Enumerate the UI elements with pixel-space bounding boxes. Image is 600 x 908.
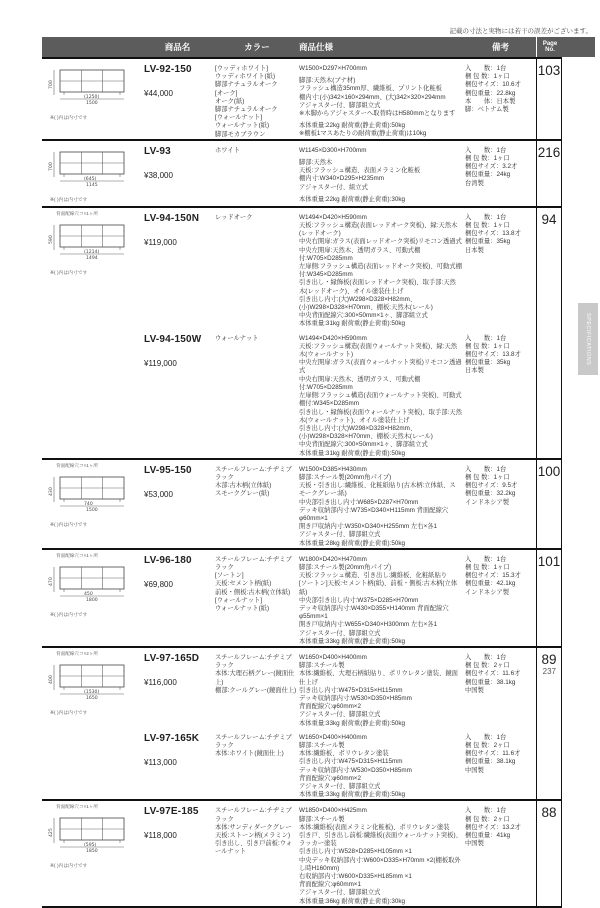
product-price: ¥53,000 [144,489,173,499]
product-price: ¥113,000 [144,757,177,767]
diagram-cell [42,728,140,800]
product-diagram [42,144,136,190]
product-price: ¥116,000 [144,677,177,687]
diagram-top-note: 背面配線穴コ×1ヶ所 [56,804,98,810]
header-color: カラー [244,42,270,52]
product-name: LV-96-180 [144,554,192,566]
svg-text:1800: 1800 [86,597,98,603]
diagram-note: ※( )内は内寸です [50,270,88,276]
table-row [42,550,536,646]
diagram-cell [42,648,140,728]
color-cell: スチールフレーム:チヂミブラック 本体:大理石柄グレー(鏡面仕上) 棚部:クールグレー(鏡面仕上) [215,653,297,694]
product-name: LV-94-150W [144,333,202,345]
color-cell: [ウッディホワイト] ウッディホワイト(紙) 脚部ナチュラルオーク [オーク] オーク(紙) 脚部ナチュラルオーク [ウォールナット] ウォールナット(紙) 脚部モカブラウン [215,65,278,138]
product-name-cell [140,208,215,329]
diagram-note: ※( )内は内寸です [50,197,88,203]
svg-text:400: 400 [49,675,54,684]
table-row [42,59,536,139]
svg-text:470: 470 [49,576,54,586]
diagram-cell [42,208,140,329]
svg-text:700: 700 [49,162,54,171]
diagram-cell [42,550,140,646]
svg-text:430: 430 [49,486,54,496]
spec-cell: W1500×D385×H430mm 脚部:スチール製(20mm角パイプ) 天板・引き出し:繊維板、化粧紙貼り(古木柄:立体紙、スモークグレー:紙) 中央部引き出し内寸:W685×D287×H70mm デッキ収納部内寸:W735×D340×H115mm 背面配線穴φ60mm×1 開き戸収納内寸:W350×D340×H255mm 左右×各1 アジャスター付、脚部組立式 本体重量:28kg 耐荷重(静止荷重):50kg [299,465,456,547]
product-name: LV-97-165D [144,652,200,664]
product-name: LV-95-150 [144,464,192,476]
side-tab-specifications: SPECIFICATIONS [578,303,598,375]
color-cell: ホワイト [215,146,240,154]
product-name: LV-97E-185 [144,806,199,818]
product-group-94 [42,206,562,458]
page-no: 94 [536,208,562,458]
svg-text:450: 450 [84,591,93,597]
dimension-disclaimer: 記載の寸法と実物には若干の誤差がございます。 [449,28,592,35]
product-price: ¥118,000 [144,831,177,841]
svg-text:(1214): (1214) [84,249,100,255]
svg-text:1500: 1500 [86,507,98,513]
product-name: LV-97-165K [144,732,200,744]
remarks-cell: 入 数：1台 梱 包 数：2ヶ口 梱包サイズ：13.2才 梱包重量：41kg 中国製 [465,807,521,848]
spec-cell: W1145×D300×H700mm 脚部:天然木 天板:フラッシュ構造、表面メラミン化粧板 棚内寸:W340×D295×H235mm アジャスター付、組立式 本体重量:22kg 耐荷重(静止荷重):30kg [299,146,421,203]
spec-cell: W1850×D400×H425mm 脚部:スチール製 本体:繊維板(表面メラミン化粧板)、ポリウレタン塗装 引き戸、引き出し前板:繊維板(表面ウォールナット突板)、ラッカー塗装 引き出し内寸:W528×D285×H105mm ×1 中央デッキ収納部内寸:W600×D335×H70mm ×2(棚板取外し時H160mm) 右収納部内寸:W600×D335×H185mm ×1 背面配線穴:φ60mm×1 アジャスター付、脚部組立式 本体重量:36kg 耐荷重(静止荷重):30kg [299,807,462,905]
product-diagram [42,810,136,856]
spec-cell: W1494×D420×H590mm 天板:フラッシュ構造(表面レッドオーク突板)、縁:天然木(レッドオーク) 中央右開扉:ガラス(表面レッドオーク突板)リモコン透過式 中央左開扉:天然木、透明ガラス、可動式棚付:W705×D285mm 左扉側:フラッシュ構造(表面レッドオーク突板)、可動式棚付:W345×D285mm 引き出し・縁飾板(表面レッドオーク突板)、取手部:天然木(レッドオーク)、オイル塗装仕上げ 引き出し内寸:(大)W298×D328×H82mm、(小)W298×D328×H70mm、棚板:天然木(レール) 中央背面配線穴:300×50mm×1ヶ、脚部組立式 本体重量:31kg 耐荷重(静止荷重):50kg [299,213,462,328]
remarks-cell: 入 数：1台 梱 包 数：1ヶ口 梱包サイズ：13.8才 梱包重量：35kg 日本製 [465,213,521,254]
product-name: LV-92-150 [144,64,192,75]
remarks-cell: 入 数：1台 梱 包 数：1ヶ口 梱包サイズ：15.3才 梱包重量：42.1kg インドネシア製 [465,555,521,596]
diagram-top-note: 背面配線穴コ×2ヶ所 [56,650,98,656]
product-price: ¥69,800 [144,579,173,589]
spec-cell: W1650×D400×H400mm 脚部:スチール製 本体:繊維板、ポリウレタン塗装 引き出し内寸:W475×D315×H115mm デッキ収納部内寸:W530×D350×H85mm 背面配線穴:φ60mm×2 アジャスター付、脚部組立式 本体重量:33kg 耐荷重(静止荷重):50kg [299,733,412,799]
diagram-cell [42,59,140,139]
product-price: ¥38,000 [144,170,173,180]
svg-text:1494: 1494 [86,255,98,261]
remarks-cell: 入 数：1台 梱 包 数：1ヶ口 梱包サイズ：3.2才 梱包重量：24kg 台湾製 [465,146,518,187]
product-name-cell [140,329,215,458]
diagram-cell [42,329,140,458]
page-number-footer: 237 [542,667,556,676]
diagram-note: ※( )内は内寸です [50,116,88,121]
product-name-cell [140,550,215,646]
diagram-note: ※( )内は内寸です [50,864,88,870]
svg-text:425: 425 [49,828,54,838]
svg-text:1850: 1850 [86,849,98,855]
color-cell: スチールフレーム:チヂミブラック 本体:サンディダークグレー 天板:ストーン柄(メラミン) 引き出し、引き戸前板:ウォールナット [215,807,293,856]
page-no: 216 [536,141,562,206]
remarks-cell: 入 数：1台 梱 包 数：1ヶ口 梱包サイズ：9.5才 梱包重量：32.2kg インドネシア製 [465,465,518,506]
svg-text:1500: 1500 [86,101,98,106]
diagram-cell [42,801,140,905]
diagram-top-note: 背面配線穴コ×1ヶ所 [56,210,98,216]
table-row [42,801,536,905]
diagram-cell [42,141,140,206]
table-row [42,648,536,728]
svg-text:(645): (645) [84,176,97,182]
product-price: ¥119,000 [144,358,177,368]
product-group-89 [42,646,562,799]
diagram-top-note: 背面配線穴コ×1ヶ所 [56,552,98,558]
table-row [42,460,536,548]
svg-text:590: 590 [49,235,54,244]
header-page-no: Page No. [536,37,563,57]
page-no: 88 [536,801,562,905]
header-remarks: 備考 [491,42,509,52]
svg-text:(1530): (1530) [84,689,100,695]
page-no: 100 [536,460,562,548]
table-row [42,329,536,458]
product-diagram [42,217,136,263]
product-group-101 [42,548,562,646]
table-row [42,208,536,329]
table-row [42,141,536,206]
spec-cell: W1650×D400×H400mm 脚部:スチール製 本体:繊維板、大理石柄紙貼り、ポリウレタン塗装、鏡面仕上げ 引き出し内寸:W475×D315×H115mm デッキ収納部内寸:W530×D350×H85mm 背面配線穴:φ60mm×2 アジャスター付、脚部組立式 本体重量:33kg 耐荷重(静止荷重):50kg [299,653,458,727]
color-cell: スチールフレーム:チヂミブラック [ソートン] 天板:セメント柄(紙) 前板・側板:古木柄(立体紙) [ウォールナット] ウォールナット(紙) [215,555,292,612]
product-diagram [42,62,136,108]
product-group-103 [42,57,562,139]
product-name-cell [140,59,215,139]
svg-text:740: 740 [84,501,93,507]
remarks-cell: 入 数：1台 梱 包 数：1ヶ口 梱包サイズ：10.6才 梱包重量：22.8kg 本 体：日本製 脚：ベトナム製 [465,65,521,114]
page-no: 103 [536,59,562,139]
product-diagram [42,559,136,605]
diagram-note: ※( )内は内寸です [50,710,88,716]
page-no: 101 [536,550,562,646]
product-name: LV-94-150N [144,212,200,224]
catalog-table [42,37,595,908]
svg-text:(595): (595) [84,843,97,849]
product-price: ¥119,000 [144,237,177,247]
diagram-top-note: 背面配線穴コ×1ヶ所 [56,462,98,468]
table-body [42,57,562,908]
spec-cell: W1500×D297×H700mm 脚部:天然木(ブナ材) フラッシュ構造35mm厚、繊維板、プリント化粧板 棚内寸:(小)342×160×294mm、(大)342×320×294mm アジャスター付、脚部組立式 ※木脚からアジャスターへ取替時はH580mmとなります 本体重量:22kg 耐荷重(静止荷重):50kg ※棚板1マスあたりの耐荷重(静止荷重)は10kg [299,65,456,138]
diagram-note: ※( )内は内寸です [50,612,88,618]
table-row [42,728,536,800]
spec-cell: W1800×D420×H470mm 脚部:スチール製(20mm角パイプ) 天板:フラッシュ構造、引き出し:繊維板、化粧紙貼り [ソートン]天板:セメント柄(紙)、前板・側板:古木柄(立体紙) 中央部引き出し内寸:W375×D285×H70mm デッキ収納部内寸:W430×D355×H140mm 背面配線穴φ55mm×1 開き戸収納内寸:W655×D340×H300mm 左右×各1 アジャスター付、脚部組立式 本体重量:33kg 耐荷重(静止荷重):50kg [299,555,458,645]
product-group-88 [42,799,562,905]
product-name-cell [140,460,215,548]
diagram-cell [42,460,140,548]
product-group-216 [42,139,562,206]
product-name-cell [140,141,215,206]
remarks-cell: 入 数：1台 梱 包 数：2ヶ口 梱包サイズ：11.6才 梱包重量：38.1kg 中国製 [465,653,521,694]
svg-text:700: 700 [49,80,54,89]
page-no: 89 [536,648,562,799]
color-cell: スチールフレーム:チヂミブラック 本体:ホワイト(鏡面仕上) [215,733,292,758]
product-group-100 [42,458,562,548]
product-name-cell [140,801,215,905]
svg-text:(1250): (1250) [84,95,100,100]
color-cell: ウォールナット [215,334,259,342]
svg-text:1145: 1145 [86,182,98,188]
product-name-cell [140,648,215,728]
product-diagram [42,469,136,515]
table-header [42,37,595,57]
product-diagram [42,657,136,703]
product-price: ¥44,000 [144,89,173,98]
spec-cell: W1494×D420×H590mm 天板:フラッシュ構造(表面ウォールナット突板)、縁:天然木(ウォールナット) 中央左開扉:ガラス(表面ウォールナット突板)リモコン透過式 中央右開扉:天然木、透明ガラス、可動式棚付:W705×D285mm 左扉側:フラッシュ構造(表面ウォールナット突板)、可動式棚付:W345×D285mm 引き出し・縁飾板(表面ウォールナット突板)、取手部:天然木(ウォールナット)、オイル塗装仕上げ 引き出し内寸:(大)W298×D328×H82mm、(小)W298×D328×H70mm、棚板:天然木(レール) 中央背面配線穴:300×50mm×1ヶ、脚部組立式 本体重量:31kg 耐荷重(静止荷重):50kg [299,334,462,457]
remarks-cell: 入 数：1台 梱 包 数：1ヶ口 梱包サイズ：13.8才 梱包重量：35kg 日本製 [465,334,521,375]
color-cell: レッドオーク [215,213,253,221]
remarks-cell: 入 数：1台 梱 包 数：2ヶ口 梱包サイズ：11.6才 梱包重量：38.1kg 中国製 [465,733,521,774]
color-cell: スチールフレーム:チヂミブラック 木部:古木柄(立体紙) スモークグレー(紙) [215,465,292,498]
svg-text:1650: 1650 [86,695,98,701]
header-spec: 商品仕様 [299,42,334,52]
product-name: LV-93 [144,145,171,157]
header-product-name: 商品名 [164,42,191,52]
product-name-cell [140,728,215,800]
diagram-note: ※( )内は内寸です [50,522,88,528]
